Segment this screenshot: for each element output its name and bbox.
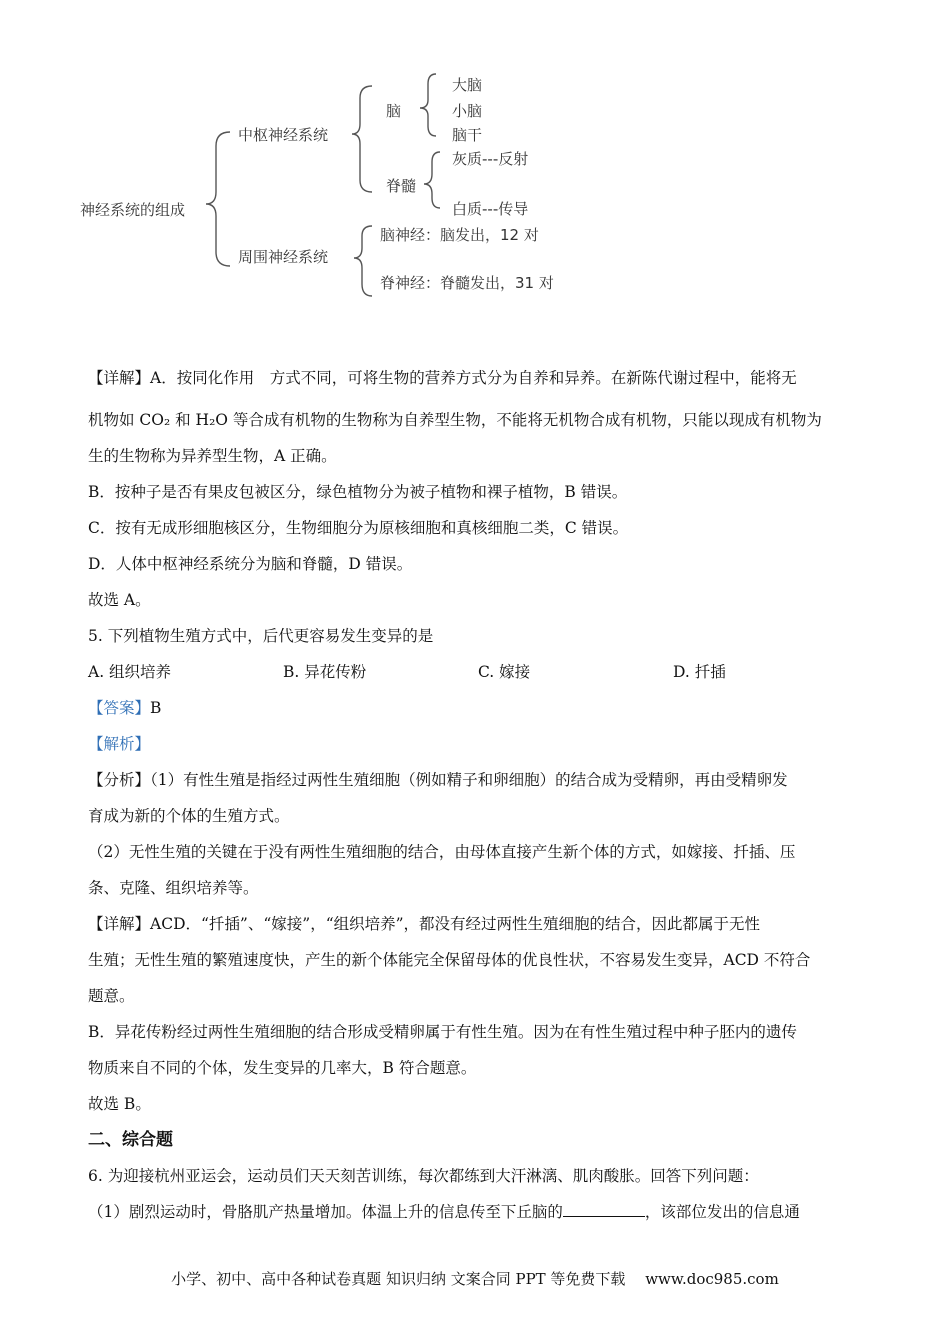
detail2-line-3: 题意。 [88, 987, 135, 1005]
brain-part-1: 大脑 [452, 76, 483, 94]
fenxi-line-3: （2）无性生殖的关键在于没有两性生殖细胞的结合，由母体直接产生新个体的方式，如嫁接、扦插、压 [88, 843, 796, 861]
option-b-explanation: B．按种子是否有果皮包被区分，绿色植物分为被子植物和裸子植物，B 错误。 [88, 483, 628, 501]
choose-b: 故选 B。 [88, 1095, 151, 1113]
detail-a-line-3: 生的生物称为异养型生物，A 正确。 [88, 447, 337, 465]
page-footer: 小学、初中、高中各种试卷真题 知识归纳 文案合同 PPT 等免费下载 www.doc985.com [171, 1270, 779, 1288]
fenxi-line-4: 条、克隆、组织培养等。 [88, 879, 259, 897]
document-body [88, 360, 868, 1230]
choose-a: 故选 A。 [88, 591, 151, 609]
option-c: C. 嫁接 [478, 663, 531, 681]
brain-brace [420, 74, 436, 136]
white-matter-label: 白质---传导 [452, 200, 529, 218]
nervous-system-diagram [80, 60, 600, 310]
spinal-nerves-label: 脊神经：脊髓发出，31 对 [380, 274, 554, 292]
detail2-tag: 【详解】 [88, 915, 151, 933]
fenxi-line-1 [88, 762, 868, 798]
root-brace [206, 132, 230, 266]
root-label: 神经系统的组成 [80, 201, 186, 219]
fill-in-blank[interactable] [563, 1202, 645, 1217]
question-6-part-1 [88, 1194, 868, 1230]
central-label: 中枢神经系统 [238, 126, 329, 144]
section-2-heading: 二、综合题 [88, 1130, 173, 1150]
peripheral-label: 周围神经系统 [238, 248, 329, 266]
gray-matter-label: 灰质---反射 [452, 150, 529, 168]
question-5: 5. 下列植物生殖方式中，后代更容易发生变异的是 [88, 627, 434, 645]
fenxi-text-1: （1）有性生殖是指经过两性生殖细胞（例如精子和卵细胞）的结合成为受精卵，再由受精卵发 [150, 771, 788, 789]
detail-tag: 【详解】 [88, 369, 151, 387]
spinal-cord-label: 脊髓 [386, 177, 417, 195]
answer-line [88, 690, 868, 726]
brain-label: 脑 [386, 102, 402, 120]
question-5-options [88, 654, 868, 690]
answer-tag: 【答案】 [88, 699, 151, 717]
brain-part-3: 脑干 [452, 126, 483, 144]
b2-line-1: B．异花传粉经过两性生殖细胞的结合形成受精卵属于有性生殖。因为在有性生殖过程中种子胚内的遗传 [88, 1023, 797, 1041]
option-b: B. 异花传粉 [283, 663, 367, 681]
fenxi-tag: 【分析】 [88, 771, 151, 789]
question-6: 6. 为迎接杭州亚运会，运动员们天天刻苦训练，每次都练到大汗淋漓、肌肉酸胀。回答下列问题： [88, 1167, 759, 1185]
detail2-line-2: 生殖；无性生殖的繁殖速度快，产生的新个体能完全保留母体的优良性状，不容易发生变异，ACD 不符合 [88, 951, 811, 969]
detail2-text-1: ACD．“扦插”、“嫁接”，“组织培养”，都没有经过两性生殖细胞的结合，因此都属于无性 [150, 915, 761, 933]
option-d-explanation: D．人体中枢神经系统分为脑和脊髓，D 错误。 [88, 555, 413, 573]
detail-a-line-1 [88, 360, 868, 396]
spinal-brace [424, 152, 440, 208]
answer-value: B [150, 699, 162, 717]
detail-a-text-1: A．按同化作用 方式不同，可将生物的营养方式分为自养和异养。在新陈代谢过程中，能将无 [150, 369, 797, 387]
detail-a-line-2: 机物如 CO₂ 和 H₂O 等合成有机物的生物称为自养型生物，不能将无机物合成有机物，只能以现成有机物为 [88, 411, 822, 429]
q6-part1-text-a: （1）剧烈运动时，骨胳肌产热量增加。体温上升的信息传至下丘脑的 [88, 1203, 563, 1221]
detail2-line-1 [88, 906, 868, 942]
central-brace [352, 86, 372, 192]
analysis-tag: 【解析】 [88, 735, 151, 753]
b2-line-2: 物质来自不同的个体，发生变异的几率大，B 符合题意。 [88, 1059, 477, 1077]
fenxi-line-2: 育成为新的个体的生殖方式。 [88, 807, 290, 825]
option-c-explanation: C．按有无成形细胞核区分，生物细胞分为原核细胞和真核细胞二类，C 错误。 [88, 519, 629, 537]
option-d: D. 扦插 [673, 663, 726, 681]
brain-part-2: 小脑 [452, 102, 483, 120]
q6-part1-text-b: ，该部位发出的信息通 [644, 1203, 800, 1221]
cranial-nerves-label: 脑神经：脑发出，12 对 [380, 226, 539, 244]
option-a: A. 组织培养 [88, 663, 172, 681]
peripheral-brace [354, 226, 372, 296]
